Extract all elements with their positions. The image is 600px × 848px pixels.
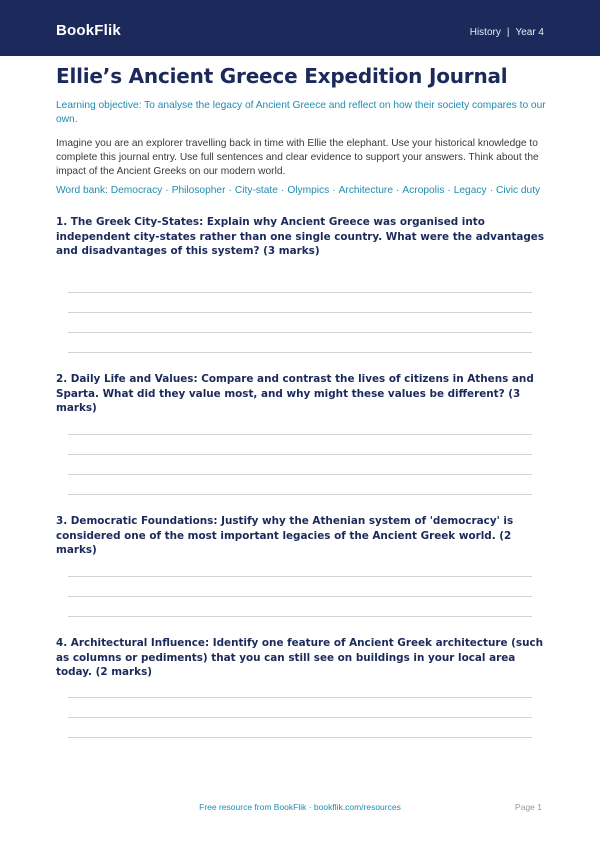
word-bank-item: Legacy [453, 185, 487, 196]
answer-line-q3[interactable] [68, 576, 532, 577]
learning-objective: Learning objective: To analyse the legacy of Ancient Greece and reflect on how their society compares to our own. [56, 100, 546, 125]
word-bank-label: Word bank: [56, 185, 108, 196]
question-2: 2. Daily Life and Values: Compare and contrast the lives of citizens in Athens and Sparta. What did they value most, and why might these values be different? (3 marks) [56, 373, 534, 414]
question-4: 4. Architectural Influence: Identify one feature of Ancient Greek architecture (such as columns or pediments) that you can still see on buildings in your local area today. (2 marks) [56, 637, 544, 678]
subject-meta [470, 27, 544, 38]
answer-line-q3[interactable] [68, 616, 532, 617]
question-1: 1. The Greek City-States: Explain why Ancient Greece was organised into independent city-states rather than one single country. What were the advantages and disadvantages of this system? (3 marks) [56, 216, 544, 257]
page-number: Page 1 [515, 802, 542, 812]
brand-logo[interactable]: BookFlik [56, 22, 121, 39]
page-title: Ellie’s Ancient Greece Expedition Journal [56, 64, 508, 88]
answer-line-q3[interactable] [68, 596, 532, 597]
answer-line-q2[interactable] [68, 494, 532, 495]
word-bank-item: City-state [234, 185, 278, 196]
answer-line-q2[interactable] [68, 474, 532, 475]
answer-line-q4[interactable] [68, 737, 532, 738]
answer-line-q4[interactable] [68, 717, 532, 718]
word-bank-item: Architecture [338, 185, 393, 196]
answer-line-q1[interactable] [68, 292, 532, 293]
meta-separator: | [506, 27, 510, 38]
intro-paragraph: Imagine you are an explorer travelling back in time with Ellie the elephant. Use your historical knowledge to complete this journal entry. Use full sentences and clear evidence to support your answers. Think about the impact of the Ancient Greeks on our modern world. [56, 138, 539, 177]
footer-resource-link[interactable]: Free resource from BookFlik · bookflik.com/resources [199, 802, 401, 812]
word-bank-item: Democracy [110, 185, 163, 196]
answer-line-q1[interactable] [68, 352, 532, 353]
answer-line-q2[interactable] [68, 454, 532, 455]
word-bank-item: Acropolis [402, 185, 445, 196]
year-label: Year 4 [515, 27, 544, 38]
answer-line-q4[interactable] [68, 697, 532, 698]
subject-label: History [469, 27, 501, 38]
answer-line-q2[interactable] [68, 434, 532, 435]
answer-line-q1[interactable] [68, 332, 532, 333]
word-bank-item: Olympics [287, 185, 330, 196]
word-bank: Word bank: Democracy · Philosopher · City-state · Olympics · Architecture · Acropolis · Legacy · Civic duty [56, 185, 541, 196]
header-bar [0, 0, 600, 56]
word-bank-item: Civic duty [495, 185, 541, 196]
answer-line-q1[interactable] [68, 312, 532, 313]
word-bank-item: Philosopher [171, 185, 226, 196]
question-3: 3. Democratic Foundations: Justify why the Athenian system of 'democracy' is considered one of the most important legacies of the Ancient Greek world. (2 marks) [56, 515, 514, 556]
